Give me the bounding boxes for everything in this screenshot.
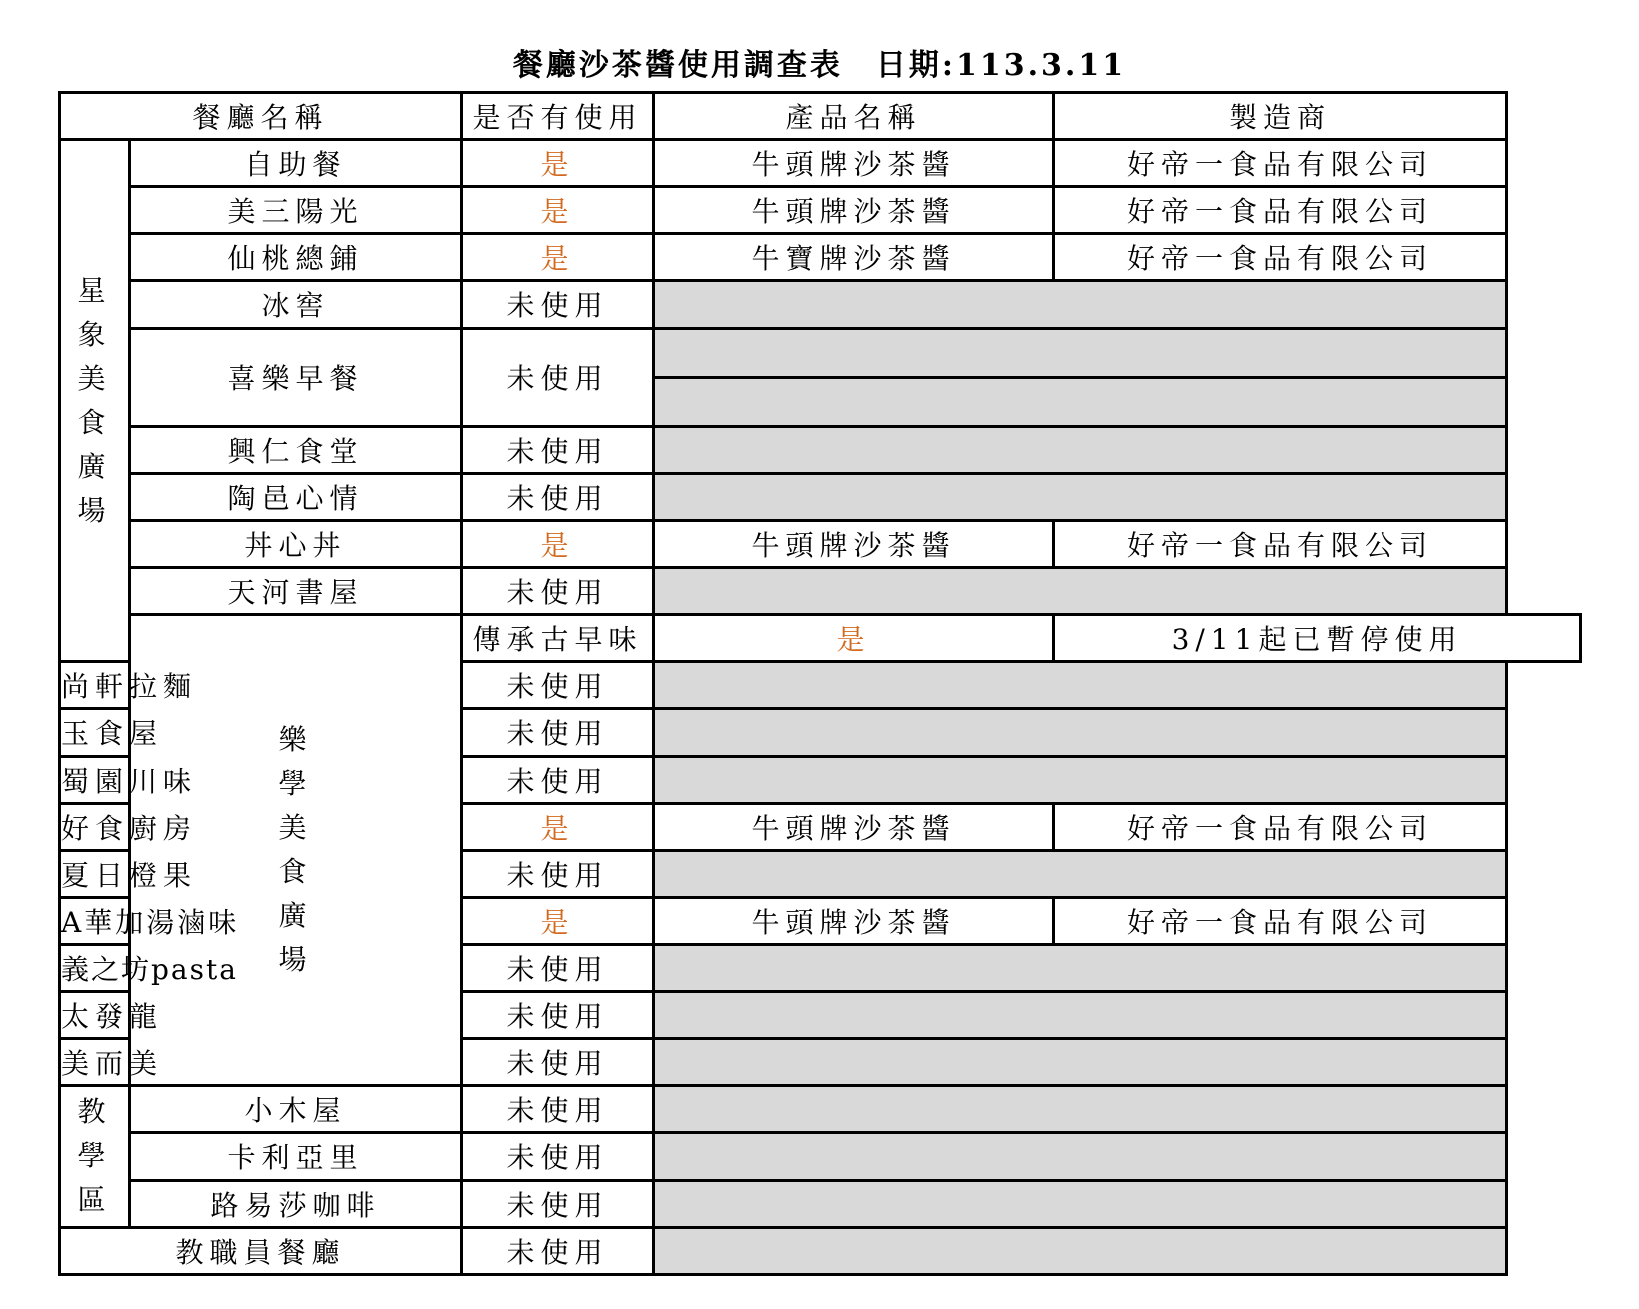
product-name: 牛寶牌沙茶醬 [654, 234, 1054, 281]
manufacturer: 好帝一食品有限公司 [1054, 234, 1507, 281]
usage-status: 未使用 [462, 709, 654, 756]
empty-cell [654, 1133, 1507, 1180]
empty-cell [654, 756, 1507, 803]
restaurant-name: 冰窖 [130, 281, 462, 328]
restaurant-name: 仙桃總鋪 [130, 234, 462, 281]
empty-cell [654, 1086, 1507, 1133]
table-row [60, 568, 1581, 615]
product-name: 牛頭牌沙茶醬 [654, 187, 1054, 234]
usage-status: 未使用 [462, 568, 654, 615]
manufacturer: 好帝一食品有限公司 [1054, 521, 1507, 568]
empty-cell [654, 328, 1507, 426]
table-row [60, 140, 1581, 187]
usage-status: 未使用 [462, 1180, 654, 1227]
table-row [60, 426, 1581, 473]
restaurant-name: 小木屋 [130, 1086, 462, 1133]
product-name: 牛頭牌沙茶醬 [654, 803, 1054, 850]
header-row [60, 93, 1581, 140]
empty-cell [654, 281, 1507, 328]
usage-status: 是 [462, 140, 654, 187]
header-product: 產品名稱 [654, 93, 1054, 140]
restaurant-name: A華加湯滷味 [60, 897, 130, 944]
table-row [60, 521, 1581, 568]
empty-cell [654, 992, 1507, 1039]
restaurant-name: 丼心丼 [130, 521, 462, 568]
group-label-xingxiang: 星 象 美 食 廣 場 [60, 140, 130, 662]
usage-status: 未使用 [462, 328, 654, 426]
empty-subcell [655, 330, 1505, 376]
table-row [60, 1180, 1581, 1227]
table-row [60, 615, 1581, 662]
restaurant-name: 卡利亞里 [130, 1133, 462, 1180]
table-row [60, 281, 1581, 328]
header-used: 是否有使用 [462, 93, 654, 140]
usage-status: 是 [462, 897, 654, 944]
usage-status: 是 [462, 187, 654, 234]
empty-cell [654, 709, 1507, 756]
page-title: 餐廳沙茶醬使用調查表 日期:113.3.11 [512, 48, 1127, 83]
usage-status: 是 [462, 234, 654, 281]
empty-cell [654, 944, 1507, 991]
restaurant-name: 蜀園川味 [60, 756, 130, 803]
table-row [60, 473, 1581, 520]
manufacturer: 好帝一食品有限公司 [1054, 187, 1507, 234]
usage-status: 是 [462, 521, 654, 568]
empty-subcell [655, 376, 1505, 425]
usage-status: 未使用 [462, 1086, 654, 1133]
restaurant-name: 傳承古早味 [462, 615, 654, 662]
manufacturer: 好帝一食品有限公司 [1054, 140, 1507, 187]
empty-cell [654, 568, 1507, 615]
manufacturer: 好帝一食品有限公司 [1054, 897, 1507, 944]
product-name: 牛頭牌沙茶醬 [654, 140, 1054, 187]
restaurant-name: 太發龍 [60, 992, 130, 1039]
restaurant-name: 天河書屋 [130, 568, 462, 615]
empty-cell [654, 1180, 1507, 1227]
usage-status: 未使用 [462, 850, 654, 897]
restaurant-name: 好食廚房 [60, 803, 130, 850]
restaurant-name: 自助餐 [130, 140, 462, 187]
usage-status: 未使用 [462, 426, 654, 473]
usage-status: 未使用 [462, 1039, 654, 1086]
manufacturer: 好帝一食品有限公司 [1054, 803, 1507, 850]
empty-cell [654, 426, 1507, 473]
restaurant-name: 夏日橙果 [60, 850, 130, 897]
usage-status: 未使用 [462, 944, 654, 991]
empty-cell [654, 1039, 1507, 1086]
header-restaurant: 餐廳名稱 [60, 93, 462, 140]
group-label-jiaoxue: 教 學 區 [60, 1086, 130, 1227]
table-row [60, 187, 1581, 234]
usage-status: 是 [462, 803, 654, 850]
table-row [60, 1086, 1581, 1133]
restaurant-name: 美而美 [60, 1039, 130, 1086]
table-row [60, 1133, 1581, 1180]
restaurant-name: 尚軒拉麵 [60, 662, 130, 709]
usage-status: 未使用 [462, 756, 654, 803]
usage-status: 未使用 [462, 992, 654, 1039]
restaurant-name: 義之坊pasta [60, 944, 130, 991]
usage-status: 未使用 [462, 281, 654, 328]
usage-note: 3/11起已暫停使用 [1054, 615, 1581, 662]
product-name: 牛頭牌沙茶醬 [654, 897, 1054, 944]
restaurant-name: 教職員餐廳 [60, 1227, 462, 1274]
restaurant-name: 美三陽光 [130, 187, 462, 234]
usage-status: 未使用 [462, 1227, 654, 1274]
usage-status: 未使用 [462, 662, 654, 709]
empty-cell [654, 473, 1507, 520]
empty-cell [654, 662, 1507, 709]
empty-cell [654, 850, 1507, 897]
product-name: 牛頭牌沙茶醬 [654, 521, 1054, 568]
restaurant-name: 路易莎咖啡 [130, 1180, 462, 1227]
usage-status: 未使用 [462, 473, 654, 520]
table-row [60, 234, 1581, 281]
usage-status: 是 [654, 615, 1054, 662]
empty-cell [654, 1227, 1507, 1274]
survey-table [58, 91, 1582, 1276]
header-manufacturer: 製造商 [1054, 93, 1507, 140]
restaurant-name: 喜樂早餐 [130, 328, 462, 426]
restaurant-name: 陶邑心情 [130, 473, 462, 520]
table-row [60, 1227, 1581, 1274]
restaurant-name: 興仁食堂 [130, 426, 462, 473]
table-row [60, 328, 1581, 426]
group-label-lexue: 樂 學 美 食 廣 場 [130, 615, 462, 1086]
restaurant-name: 玉食屋 [60, 709, 130, 756]
usage-status: 未使用 [462, 1133, 654, 1180]
